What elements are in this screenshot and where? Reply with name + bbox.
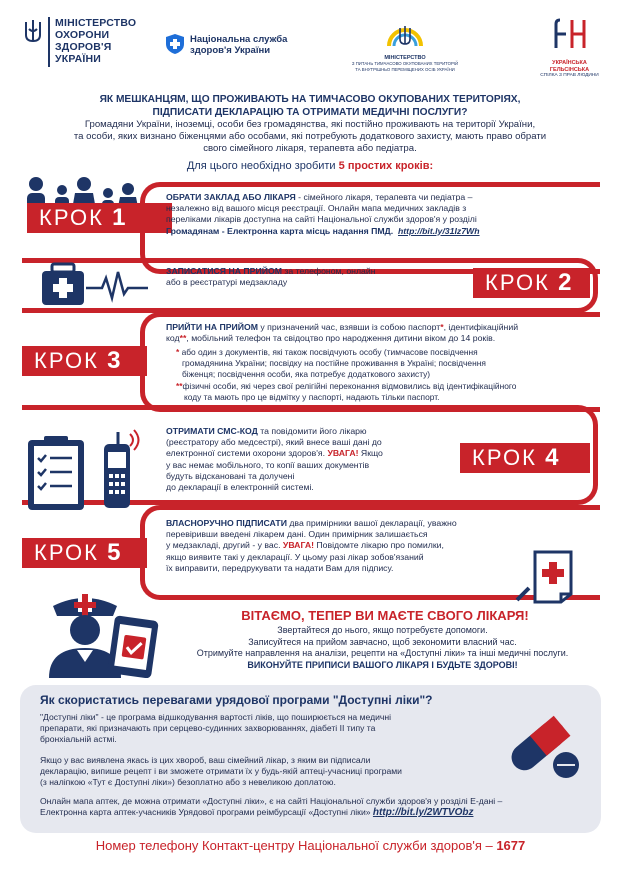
step-2-badge: КРОК 2 (473, 268, 590, 298)
steps-intro: Для цього необхідно зробити 5 простих кроків: (186, 160, 434, 172)
step-3-badge: КРОК 3 (22, 346, 147, 376)
uhhru-logo-subtitle: СПІЛКА З ПРАВ ЛЮДИНИ (540, 73, 599, 78)
medicines-paragraph-2: Якщо у вас виявлена якась із цих хвороб, ваш сімейний лікар, з яким ви підписали декларацію, випише рецепт і ви зможете отримати їх у будь-якій аптеці-учасниці програми (з наліпкою «Тут є Доступні ліки») безоплатно або з невеликою доплатою. (40, 755, 402, 787)
trident-icon (24, 19, 42, 45)
mtot-logo-title: МІНІСТЕРСТВО (384, 55, 426, 61)
step-1-badge: КРОК 1 (27, 203, 172, 233)
medical-document-icon (515, 548, 587, 604)
nszu-logo-text: Національна служба здоров'я України (190, 34, 288, 56)
checklist-phone-icon (26, 428, 144, 512)
pills-icon (500, 703, 586, 781)
mtot-logo-line: ТА ВНУТРІШНЬО ПЕРЕМІЩЕНИХ ОСІБ УКРАЇНИ (355, 66, 455, 72)
congrats-text: Звертайтеся до нього, якщо потребуєте допомоги. Записуйтеся на прийом завчасно, щоб зекономити власний час. Отримуйте направлення на аналізи, рецепти на «Доступні ліки» та інші медичні послуги. ВИКОНУЙТЕ ПРИПИСИ ВАШОГО ЛІКАРЯ І БУДЬТЕ ЗДОРОВІ! (196, 625, 569, 670)
medicines-paragraph-3: Онлайн мапа аптек, де можна отримати «Доступні ліки», є на сайті Національної служби здоров'я у розділі Е-дані – Електронна карта аптек-учасників Урядової програми реімбурсації «Доступні ліки» http://bit.ly/2WTVObz (40, 796, 503, 818)
contact-center-footer: Номер телефону Контакт-центру Національної служби здоров'я – 1677 (95, 838, 526, 853)
medkit-icon (40, 262, 150, 310)
mtot-logo (335, 12, 475, 82)
step-3-note-1: * або один з документів, які також посвідчують особу (тимчасове посвідчення громадянина України; посвідку на постійне проживання в Україні; посвідчення біженця; посвідчення особи, яка потребує додаткового захисту) (176, 347, 486, 379)
congrats-title: ВІТАЄМО, ТЕПЕР ВИ МАЄТЕ СВОГО ЛІКАРЯ! (241, 608, 529, 623)
step-3-note-2: **фізичні особи, які через свої релігійні переконання відмовились від ідентифікаційного коду та мають про це відмітку у паспорті, надають тільки паспорт. (176, 381, 517, 402)
uhhru-emblem-icon (550, 18, 590, 52)
contact-phone-number[interactable]: 1677 (496, 838, 526, 853)
medicines-link[interactable]: http://bit.ly/2WTVObz (372, 807, 474, 818)
uhhru-logo-title: УКРАЇНСЬКА ГЕЛЬСІНСЬКА (549, 60, 590, 73)
step-5-badge: КРОК 5 (22, 538, 147, 568)
medicines-title: Як скористатись перевагами урядової програми "Доступні ліки"? (40, 693, 433, 707)
nszu-logo (165, 33, 305, 63)
intro-text: Громадяни України, іноземці, особи без громадянства, які постійно проживають на території України, та особи, яких визнано біженцями або особами, які потребують додаткового захисту, мають право обрати свого сімейного лікаря, терапевта або педіатра. (73, 119, 547, 154)
step-4-text: ОТРИМАТИ СМС-КОД та повідомити його лікарю (реєстратору або медсестрі), який внесе ваші дані до електронної системи охорони здоров'я. УВАГА! Якщо у вас немає мобільного, то копії ваших документів будуть відскановані та долучені до декларації в електронній системі. (166, 426, 383, 493)
medicines-paragraph-1: "Доступні ліки" - це програма відшкодування вартості ліків, що поширюється на медичні препарати, які призначають при серцево-судинних захворюваннях, діабеті ІІ типу та бронхіальній астмі. (40, 712, 392, 744)
doctor-tablet-icon (45, 588, 163, 678)
page-title: ЯК МЕШКАНЦЯМ, ЩО ПРОЖИВАЮТЬ НА ТИМЧАСОВО ОКУПОВАНИХ ТЕРИТОРІЯХ, ПІДПИСАТИ ДЕКЛАРАЦІЮ ТА ОТРИМАТИ МЕДИЧНІ ПОСЛУГИ? (99, 94, 521, 118)
shield-cross-icon (165, 33, 185, 55)
step-2-text: ЗАПИСАТИСЯ НА ПРИЙОМ за телефоном, онлайн або в реєстратурі медзакладу (166, 266, 376, 288)
step-4-badge: КРОК 4 (460, 443, 590, 473)
uhhru-logo (532, 18, 607, 78)
mtot-logo-line: З ПИТАНЬ ТИМЧАСОВО ОКУПОВАНИХ ТЕРИТОРІЙ (351, 61, 459, 66)
moh-logo (20, 15, 137, 71)
step-3-text: ПРИЙТИ НА ПРИЙОМ у призначений час, взявши із собою паспорт*, ідентифікаційний код**, мобільний телефон та свідоцтво про народження дитини віком до 14 років. (166, 322, 519, 344)
step-1-text: ОБРАТИ ЗАКЛАД АБО ЛІКАРЯ - сімейного лікаря, терапевта чи педіатра – незалежно від вашого місця реєстрації. Онлайн мапа медичних закладів з переліками лікарів доступна на сайті Національної служби здоров'я у розділі Громадянам - Електронна карта місць надання ПМД. http://bit.ly/31Iz7Wh (166, 192, 480, 236)
moh-logo-text: МІНІСТЕРСТВО ОХОРОНИ ЗДОРОВ'Я УКРАЇНИ (55, 17, 137, 65)
step-1-link[interactable]: http://bit.ly/31Iz7Wh (397, 225, 480, 236)
step-5-text: ВЛАСНОРУЧНО ПІДПИСАТИ два примірники вашої декларації, уважно перевіривши введені лікарем дані. Один примірник залишається у медзакладі, другий - у вас. УВАГА! Повідомте лікарю про помилки, якщо виявите такі у декларації. У цьому разі лікар зобов'язаний їх виправити, передрукувати та надати Вам для підпису. (166, 518, 457, 573)
arch-emblem-icon (385, 12, 425, 48)
